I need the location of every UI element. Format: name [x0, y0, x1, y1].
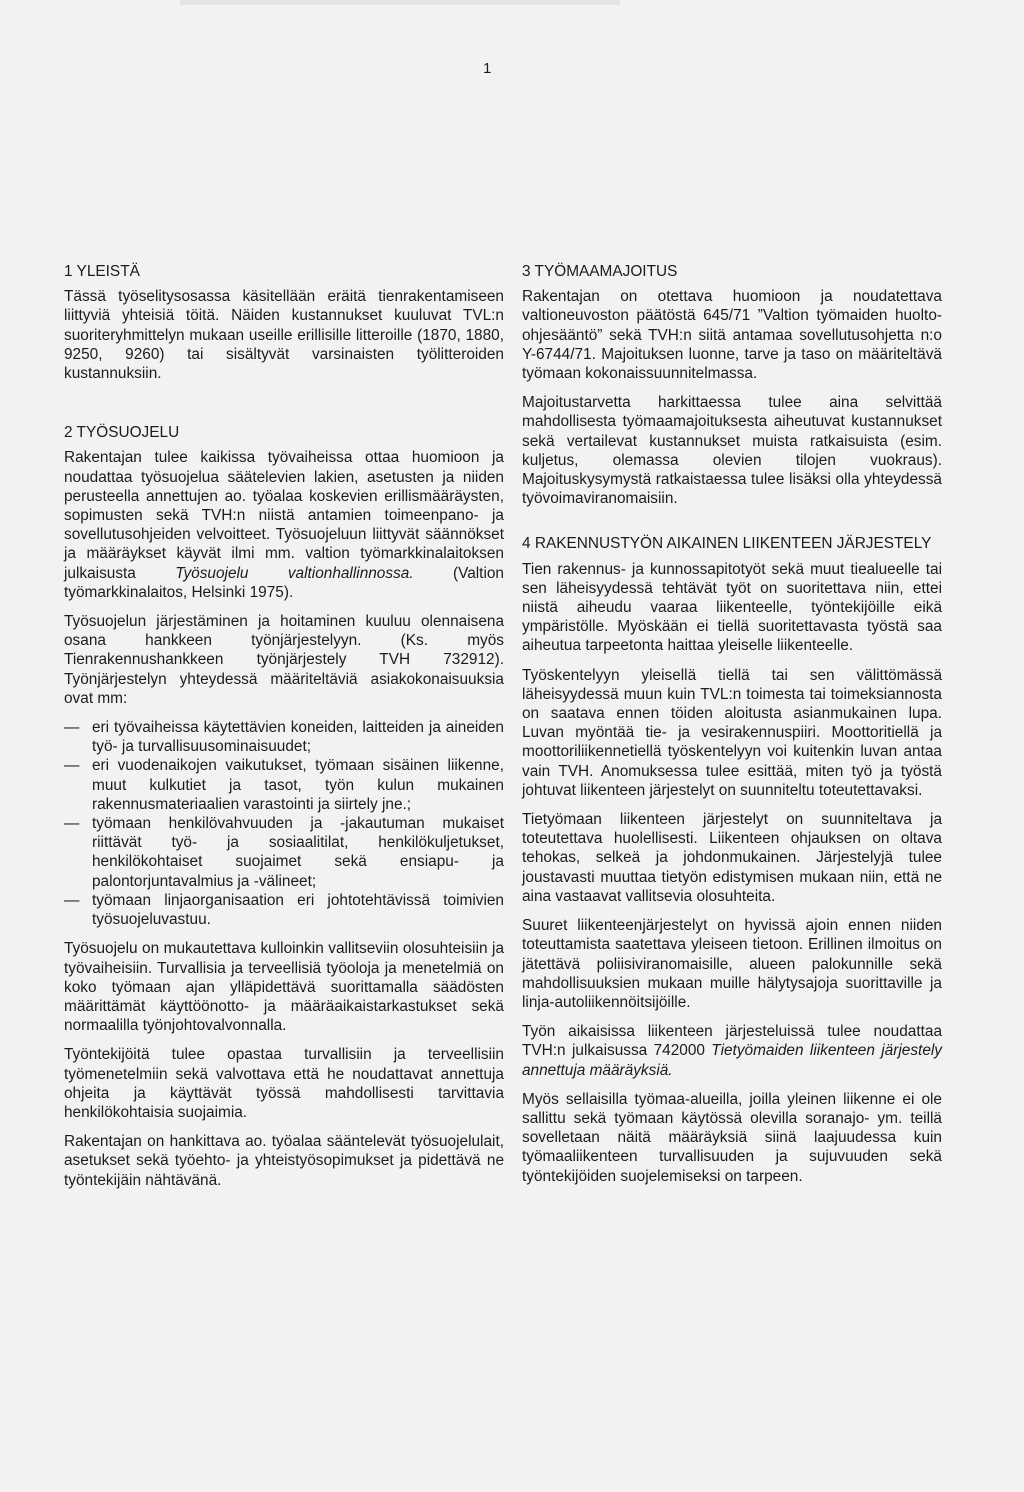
paragraph-text: Rakentajan tulee kaikissa työvaiheissa ottaa huomioon ja noudattaa työsuojelua säätelevien lakien, asetusten ja niiden perusteella annettujen ao. työalaa koskevien erillismääräysten, sopimusten sekä TVH:n niistä antamien toimeenpano- ja sovellutusohjeiden velvoitteet. Työsuojeluun liittyvät säännökset ja määräykset käyvät ilmi mm. valtion työmarkkinalaitoksen julkaisusta [64, 449, 504, 582]
list-item: — eri työvaiheissa käytettävien koneiden, laitteiden ja aineiden työ- ja turvallisuusominaisuudet; [64, 718, 504, 756]
paragraph: Majoitustarvetta harkittaessa tulee aina selvittää mahdollisesta työmaamajoituksesta aiheutuvat kustannukset sekä vertailevat kustannukset muista ratkaisuista (esim. kuljetus, olemassa olevien tilojen vuokraus). Majoituskysymystä ratkaistaessa tulee lisäksi olla yhteydessä työvoimaviranomaisiin. [522, 394, 942, 508]
paragraph: Rakentajan on otettava huomioon ja noudatettava valtioneuvoston päätöstä 645/71 ”Valtion työmaiden huolto-ohjesääntö” sekä TVH:n siitä antamaa sovellutusohjetta n:o Y-6744/71. Majoituksen luonne, tarve ja taso on määriteltävä työmaan kokonaissuunnitelmassa. [522, 288, 942, 383]
paragraph [522, 1022, 942, 1080]
paragraph: Suuret liikenteenjärjestelyt on hyvissä ajoin ennen niiden toteuttamista saatettava yleiseen tietoon. Erillinen ilmoitus on jätettävä poliisiviranomaisille, alueen palokunnille sekä mahdollisuuksien mukaan muille hälytysajoja suorittaville ja linja-autoliikennöitsijöille. [522, 917, 942, 1011]
publication-title: Työsuojelu valtionhallinnossa. [175, 564, 414, 582]
scan-artifact-line [180, 0, 620, 5]
publication-title: Tietyömaiden liikenteen järjestely annettuja määräyksiä. [522, 1042, 942, 1079]
paragraph: Työsuojelu on mukautettava kulloinkin vallitseviin olosuhteisiin ja työvaiheisiin. Turvallisia ja terveellisiä työoloja ja menetelmiä on koko työmaan ajan ylläpidettävä suorittamalla säädösten määrittämät käyttöönotto- ja määräaikaistarkastukset sekä normaalilla työnjohtovalvonnalla. [64, 940, 504, 1035]
dash-list [64, 718, 504, 929]
paragraph: Tässä työselitysosassa käsitellään eräitä tienrakentamiseen liittyviä yhteisiä töitä. Näiden kustannukset kuuluvat TVL:n suoriteryhmittelyn mukaan useille erillisille litteroille (1870, 1880, 9250, 9260) tai sisältyvät varsinaisten työlitteroiden kustannuksiin. [64, 288, 504, 383]
left-column [64, 262, 504, 1200]
paragraph-text: Työn aikaisissa liikenteen järjesteluissä tulee noudattaa TVH:n julkaisussa 742000 [522, 1023, 942, 1060]
paragraph: Tietyömaan liikenteen järjestelyt on suunniteltava ja toteutettava huolellisesti. Liikenteen ohjauksen on oltava tehokas, selkeä ja johdonmukainen. Järjestelyjä tulee joustavasti muuttaa tietyön edistymisen mukaan niin, että ne aina vastaavat vallitsevia olosuhteita. [522, 811, 942, 905]
paragraph: Työsuojelun järjestäminen ja hoitaminen kuuluu olennaisena osana hankkeen työnjärjestelyyn. (Ks. myös Tienrakennushankkeen työnjärjestely TVH 732912). Työnjärjestelyn yhteydessä määriteltäviä asiakokonaisuuksia ovat mm: [64, 613, 504, 707]
list-item: — eri vuodenaikojen vaikutukset, työmaan sisäinen liikenne, muut kulkutiet ja tasot, työn kulun mukainen rakennusmateriaalien varastointi ja siirtely jne.; [64, 756, 504, 814]
page-number: 1 [483, 60, 492, 77]
paragraph: Tien rakennus- ja kunnossapitotyöt sekä muut tiealueelle tai sen läheisyydessä tehtävät työt on suoritettava niin, ettei niistä aiheudu vaaraa liikenteelle, työntekijöille eikä ympäristölle. Myöskään ei tiellä suoritettavasta työstä saa aiheutua tarpeetonta haittaa yleiselle liikenteelle. [522, 560, 942, 655]
section-heading-yleista: 1 YLEISTÄ [64, 263, 140, 280]
paragraph: Myös sellaisilla työmaa-alueilla, joilla yleinen liikenne ei ole sallittu sekä työmaan käytössä olevilla soranajo- ym. teillä sovelletaan näitä määräyksiä siinä laajuudessa kuin työmaaliikenteen turvallisuuden ja sujuvuuden sekä työntekijöiden suojelemiseksi on tarpeen. [522, 1090, 942, 1185]
paragraph [64, 448, 504, 602]
paragraph: Työskentelyyn yleisellä tiellä tai sen välittömässä läheisyydessä muun kuin TVL:n toimesta tai toimeksiannosta on saatava ennen töiden aloitusta asianmukainen lupa. Luvan myöntää tie- ja vesirakennuspiiri. Moottoritiellä ja moottoriliikennetiellä työskentelyyn voi kuitenkin luvan antaa vain TVH. Anomuksessa tulee esittää, miten työ ja työstä johtuvat liikenteen järjestelyt on suunniteltu toteutettavaksi. [522, 666, 942, 799]
section-heading-tyomaamajoitus: 3 TYÖMAAMAJOITUS [522, 263, 678, 280]
paragraph: Rakentajan on hankittava ao. työalaa sääntelevät työsuojelulait, asetukset sekä työehto- ja yhteistyösopimukset ja pidettävä ne työntekijäin nähtävänä. [64, 1133, 504, 1189]
paragraph-text: (Valtion työmarkkinalaitos, Helsinki 1975). [64, 564, 504, 601]
section-heading-liikenteen-jarjestely: 4 RAKENNUSTYÖN AIKAINEN LIIKENTEEN JÄRJESTELY [522, 535, 932, 553]
paragraph: Työntekijöitä tulee opastaa turvallisiin ja terveellisiin työmenetelmiin sekä valvottava että he noudattavat annettuja ohjeita ja käyttävät työssä mahdollisesti tarvittavia henkilökohtaisia suojaimia. [64, 1046, 504, 1121]
list-item: — työmaan linjaorganisaation eri johtotehtävissä toimivien työsuojeluvastuu. [64, 891, 504, 929]
section-heading-tyosuojelu: 2 TYÖSUOJELU [64, 424, 180, 442]
list-item: — työmaan henkilövahvuuden ja -jakautuman mukaiset riittävät työ- ja sosiaalitilat, henkilökuljetukset, henkilökohtaiset suojaimet sekä ensiapu- ja palontorjuntavalmius ja -välineet; [64, 814, 504, 891]
right-column [522, 262, 942, 1196]
